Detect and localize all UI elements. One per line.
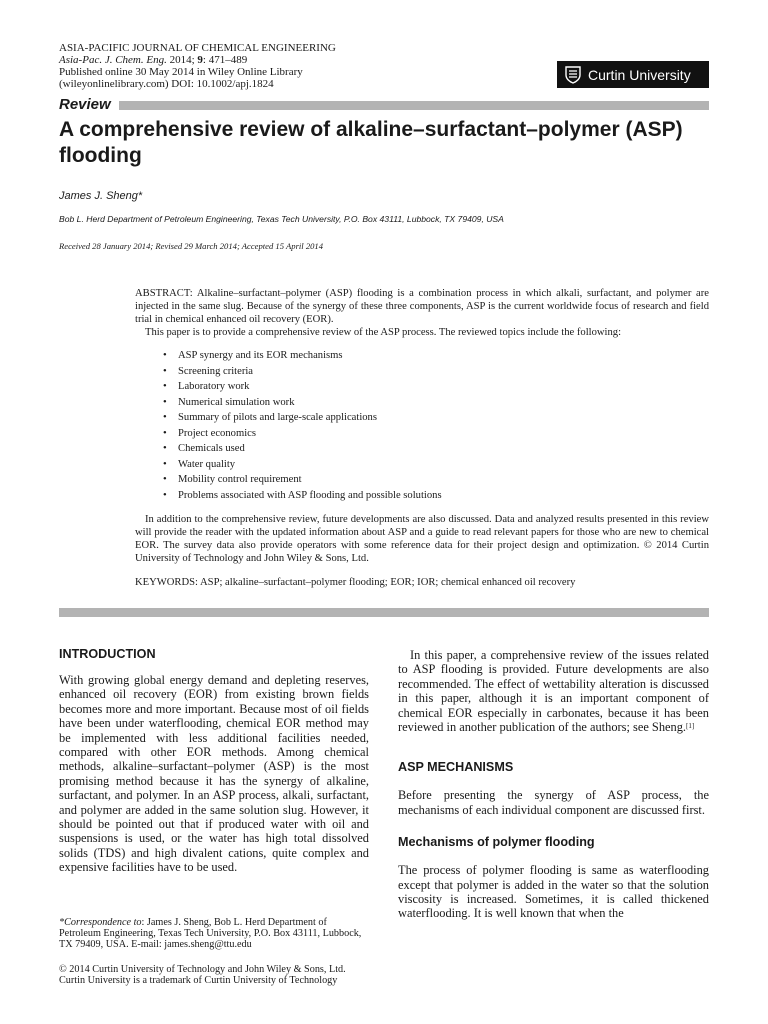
- list-item: • Problems associated with ASP flooding and possible solutions: [163, 488, 709, 504]
- abstract-para-2: This paper is to provide a comprehensive review of the ASP process. The reviewed topics include the following:: [145, 327, 622, 338]
- list-item: • Mobility control requirement: [163, 472, 709, 488]
- polymer-heading: Mechanisms of polymer flooding: [398, 835, 595, 850]
- citation-abbrev: Asia-Pac. J. Chem. Eng.: [59, 54, 167, 66]
- copyright-block: [59, 964, 399, 986]
- journal-header: [59, 42, 336, 90]
- citation-volume: 9: [197, 54, 203, 66]
- abstract-para-3: In addition to the comprehensive review, future developments are also discussed. Data and analyzed results presented in this review will provide the reader with the updated information about ASP and a guide to read relevant papers for those who are new to chemical EOR. The survey data also provide operators with some reference data for their project design and optimization. © 2014 Curtin University of Technology and John Wiley & Sons, Ltd.: [135, 514, 709, 564]
- list-item: • ASP synergy and its EOR mechanisms: [163, 348, 709, 364]
- abstract-para-1: ABSTRACT: Alkaline–surfactant–polymer (ASP) flooding is a combination process in which alkali, surfactant, and polymer are injected in the same slug. Because of the synergy of these three components, ASP is the current worldwide focus of research and field trial in chemical enhanced oil recovery (EOR).: [135, 288, 709, 325]
- asp-text: Before presenting the synergy of ASP process, the mechanisms of each individual component are discussed first.: [398, 788, 709, 817]
- logo-text: Curtin University: [588, 66, 691, 83]
- list-item: • Summary of pilots and large-scale applications: [163, 410, 709, 426]
- doi-line: (wileyonlinelibrary.com) DOI: 10.1002/apj.1824: [59, 78, 274, 90]
- list-item: • Laboratory work: [163, 379, 709, 395]
- list-item: • Screening criteria: [163, 364, 709, 380]
- article-dates: Received 28 January 2014; Revised 29 March 2014; Accepted 15 April 2014: [59, 241, 324, 251]
- asp-heading: ASP MECHANISMS: [398, 760, 514, 775]
- section-bar: [59, 101, 709, 110]
- abstract: [135, 287, 709, 589]
- list-item: • Chemicals used: [163, 441, 709, 457]
- corr-text: : James J. Sheng, Bob L. Herd Department of Petroleum Engineering, Texas Tech University, P.O. Box 43111, Lubbock, TX 79409, USA. E-mail: james.sheng@ttu.edu: [59, 917, 362, 950]
- journal-name: ASIA-PACIFIC JOURNAL OF CHEMICAL ENGINEERING: [59, 42, 336, 54]
- citation-pages: : 471–489: [202, 54, 248, 66]
- section-label: Review: [59, 96, 119, 114]
- intro-heading: INTRODUCTION: [59, 647, 156, 661]
- keywords: KEYWORDS: ASP; alkaline–surfactant–polymer flooding; EOR; IOR; chemical enhanced oil recovery: [135, 577, 576, 588]
- list-item: • Numerical simulation work: [163, 395, 709, 411]
- right-column: [398, 648, 709, 921]
- polymer-text: The process of polymer flooding is same as waterflooding except that polymer is added in the water so that the solution viscosity is increased. Sometimes, it is called thickened waterflooding. It is well known that when the: [398, 863, 709, 921]
- published-line: Published online 30 May 2014 in Wiley Online Library: [59, 66, 303, 78]
- corr-label-text: Correspondence to: [64, 917, 142, 928]
- shield-icon: [565, 66, 581, 84]
- copyright-line-2: Curtin University is a trademark of Curtin University of Technology: [59, 975, 338, 986]
- right-para-1-text: In this paper, a comprehensive review of the issues related to ASP flooding is provided. Future developments are also recommended. The effect of wettability alteration is discussed in this paper, although it is an important component of chemical EOR especially in carbonates, because it has been reviewed in another publication of the authors; see Sheng.: [398, 648, 709, 735]
- right-para-1: [398, 648, 709, 734]
- list-item: • Project economics: [163, 426, 709, 442]
- left-column: [59, 645, 369, 875]
- list-item: • Water quality: [163, 457, 709, 473]
- correspondence-note: [59, 917, 369, 950]
- author-affiliation: Bob L. Herd Department of Petroleum Engineering, Texas Tech University, P.O. Box 43111, Lubbock, TX 79409, USA: [59, 214, 504, 224]
- citation-ref[interactable]: [1]: [686, 722, 695, 731]
- copyright-line-1: © 2014 Curtin University of Technology and John Wiley & Sons, Ltd.: [59, 964, 346, 975]
- citation-year: 2014;: [166, 54, 198, 66]
- author-name: James J. Sheng*: [59, 190, 143, 202]
- article-title: A comprehensive review of alkaline–surfactant–polymer (ASP) flooding: [59, 118, 683, 167]
- intro-text: With growing global energy demand and depleting reserves, enhanced oil recovery (EOR) from existing brown fields becomes more and more important. Because most of oil fields have been under waterflooding, chemical EOR method may be implemented with less additional facilities needed, compared with other EOR methods. Among chemical methods, alkaline–surfactant–polymer (ASP) is the most promising method because it has the synergy of alkaline, surfactant, and polymer. In an ASP process, alkali, surfactant, and polymer are added in the same solution slug. However, it should be pointed out that if produced water with oil and suspensions is used, or the water has high total dissolved solids (TDS) and high divalent cations, quite complex and expensive facilities have to be used.: [59, 673, 369, 875]
- topics-list: [163, 348, 709, 503]
- curtin-logo: [557, 61, 709, 88]
- separator-bar: [59, 608, 709, 617]
- journal-citation: [59, 54, 336, 66]
- corr-label: *Correspondence to: [59, 917, 142, 928]
